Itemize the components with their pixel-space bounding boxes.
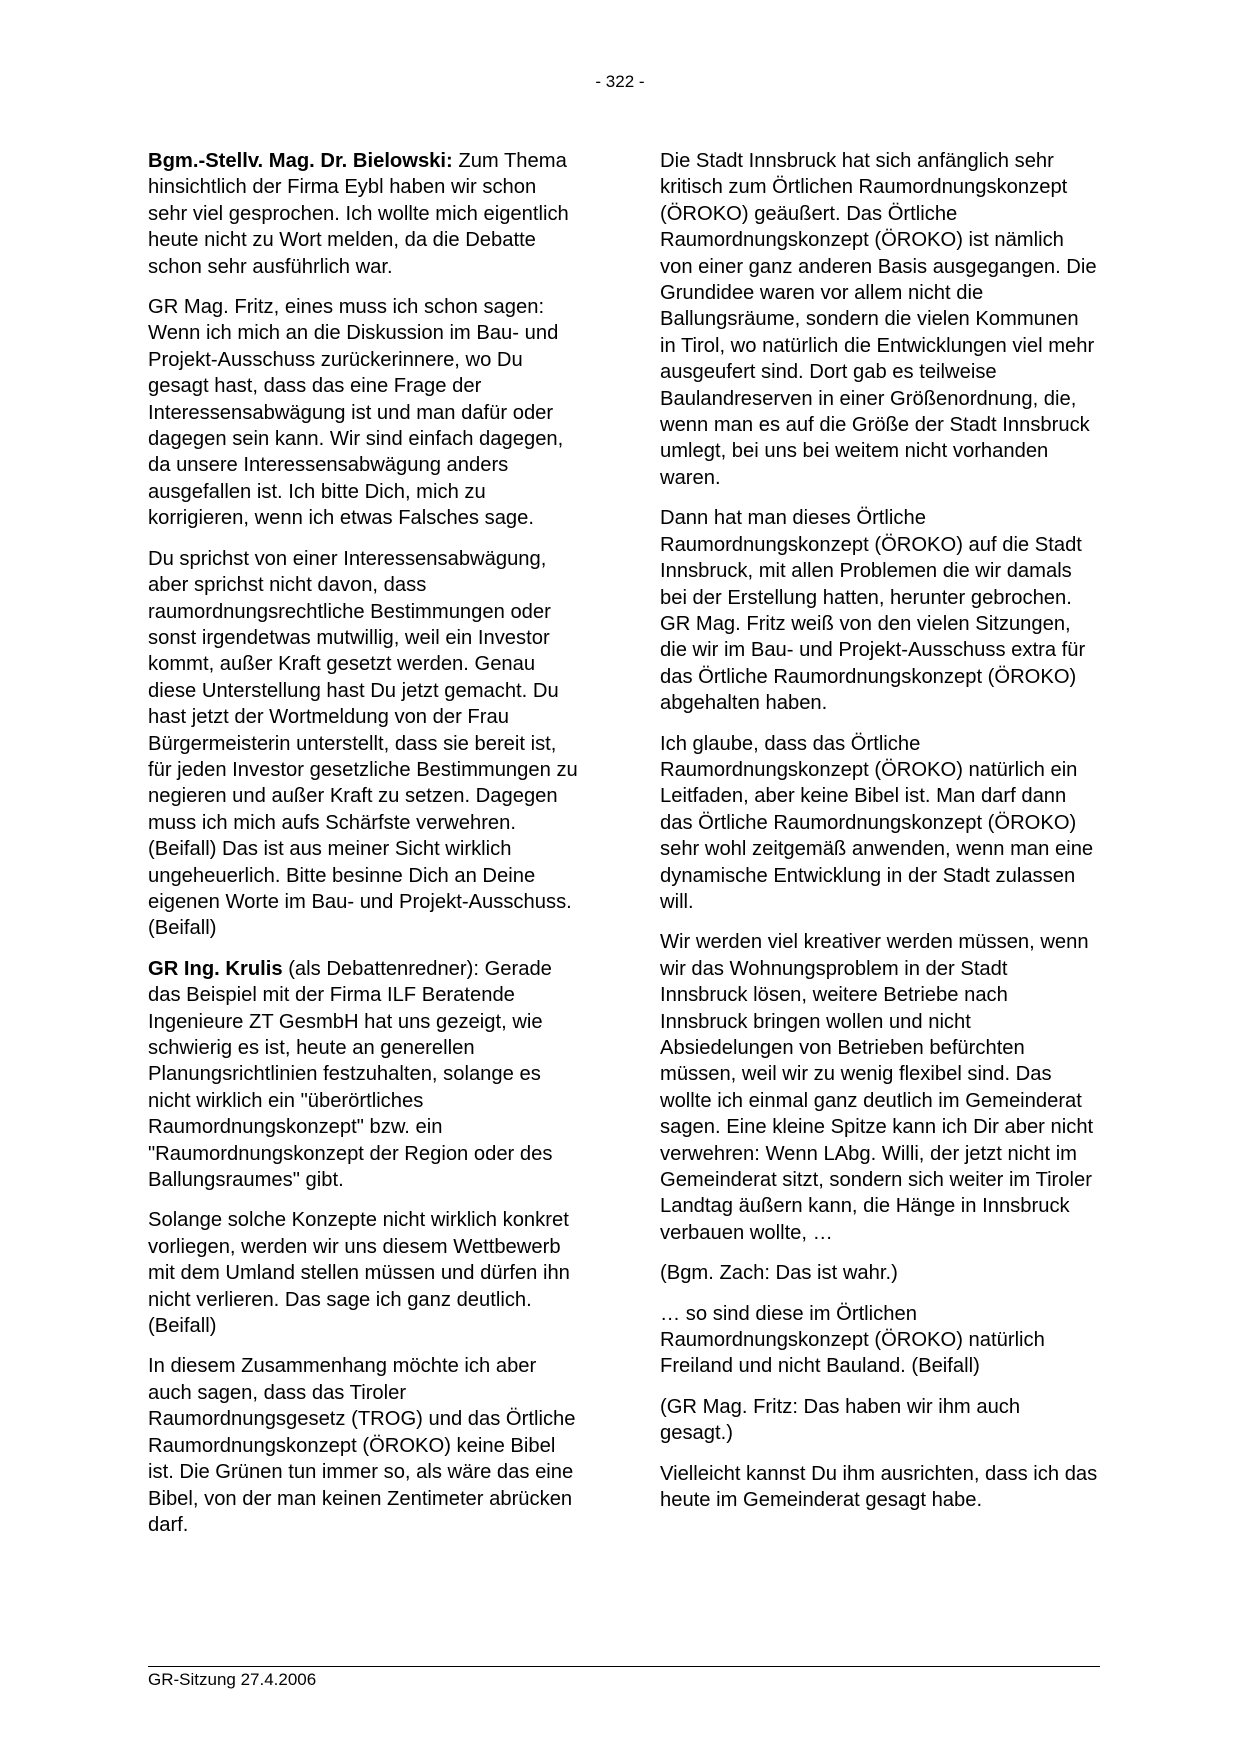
paragraph: … so sind diese im Örtlichen Raumordnungskonzept (ÖROKO) natürlich Freiland und nicht Bauland. (Beifall) bbox=[660, 1302, 1045, 1378]
footer-divider bbox=[148, 1666, 1100, 1667]
speech-text: Zum Thema hinsichtlich der Firma Eybl haben wir schon sehr viel gesprochen. Ich wollte mich eigentlich heute nicht zu Wort melden, da die Debatte schon sehr ausführlich war. bbox=[148, 150, 569, 278]
interjection: (Bgm. Zach: Das ist wahr.) bbox=[660, 1262, 898, 1285]
interjection: (GR Mag. Fritz: Das haben wir ihm auch gesagt.) bbox=[660, 1395, 1021, 1445]
paragraph-bielowski bbox=[148, 148, 580, 280]
speech-text: (als Debattenredner): Gerade das Beispiel mit der Firma ILF Beratende Ingenieure ZT GesmbH hat uns gezeigt, wie schwierig es ist, heute an generellen Planungsrichtlinien festzuhalten, solange es nicht wirklich ein "überörtliches Raumordnungskonzept" bzw. ein "Raumordnungskonzept der Region oder des Ballungsraumes" gibt. bbox=[148, 957, 553, 1192]
paragraph: Solange solche Konzepte nicht wirklich konkret vorliegen, werden wir uns diesem Wettbewerb mit dem Umland stellen müssen und dürfen ihn nicht verlieren. Das sage ich ganz deutlich. (Beifall) bbox=[148, 1209, 570, 1338]
speaker-name: GR Ing. Krulis bbox=[148, 957, 283, 980]
paragraph: Wir werden viel kreativer werden müssen, wenn wir das Wohnungsproblem in der Stadt Innsbruck lösen, weitere Betriebe nach Innsbruck bringen wollen und nicht Absiedelungen von Betrieben befürchten müssen, weil wir zu wenig flexibel sind. Das wollte ich einmal ganz deutlich im Gemeinderat sagen. Eine kleine Spitze kann ich Dir aber nicht verwehren: Wenn LAbg. Willi, der jetzt nicht im Gemeinderat sitzt, sondern sich weiter im Tiroler Landtag äußern kann, die Hänge in Innsbruck verbauen wollte, … bbox=[660, 931, 1094, 1244]
footer-session-label: GR-Sitzung 27.4.2006 bbox=[148, 1670, 317, 1689]
paragraph: Vielleicht kannst Du ihm ausrichten, dass ich das heute im Gemeinderat gesagt habe. bbox=[660, 1462, 1098, 1512]
paragraph: Du sprichst von einer Interessensabwägung, aber sprichst nicht davon, dass raumordnungsrechtliche Bestimmungen oder sonst irgendetwas mutwillig, weil ein Investor kommt, außer Kraft gesetzt werden. Genau diese Unterstellung hast Du jetzt gemacht. Du hast jetzt der Wortmeldung von der Frau Bürgermeisterin unterstellt, dass sie bereit ist, für jeden Investor gesetzliche Bestimmungen zu negieren und außer Kraft zu setzen. Dagegen muss ich mich aufs Schärfste verwehren. (Beifall) Das ist aus meiner Sicht wirklich ungeheuerlich. Bitte besinne Dich an Deine eigenen Worte im Bau- und Projekt-Ausschuss. (Beifall) bbox=[148, 547, 578, 940]
right-column bbox=[660, 148, 1098, 1528]
paragraph-krulis bbox=[148, 956, 580, 1194]
speaker-name: Bgm.-Stellv. Mag. Dr. Bielowski: bbox=[148, 150, 453, 172]
paragraph: Ich glaube, dass das Örtliche Raumordnungskonzept (ÖROKO) natürlich ein Leitfaden, aber keine Bibel ist. Man darf dann das Örtliche Raumordnungskonzept (ÖROKO) sehr wohl zeitgemäß anwenden, wenn man eine dynamische Entwicklung in der Stadt zulassen will. bbox=[660, 732, 1094, 913]
paragraph: In diesem Zusammenhang möchte ich aber auch sagen, dass das Tiroler Raumordnungsgesetz (TROG) und das Örtliche Raumordnungskonzept (ÖROKO) keine Bibel ist. Die Grünen tun immer so, als wäre das eine Bibel, von der man keinen Zentimeter abrücken darf. bbox=[148, 1355, 576, 1536]
page-number: - 322 - bbox=[595, 72, 645, 91]
left-column bbox=[148, 148, 580, 1552]
paragraph: Dann hat man dieses Örtliche Raumordnungskonzept (ÖROKO) auf die Stadt Innsbruck, mit allen Problemen die wir damals bei der Erstellung hatten, herunter gebrochen. GR Mag. Fritz weiß von den vielen Sitzungen, die wir im Bau- und Projekt-Ausschuss extra für das Örtliche Raumordnungskonzept (ÖROKO) abgehalten haben. bbox=[660, 507, 1086, 715]
paragraph: GR Mag. Fritz, eines muss ich schon sagen: Wenn ich mich an die Diskussion im Bau- und Projekt-Ausschuss zurückerinnere, wo Du gesagt hast, dass das eine Frage der Interessensabwägung ist und man dafür oder dagegen sein kann. Wir sind einfach dagegen, da unsere Interessensabwägung anders ausgefallen ist. Ich bitte Dich, mich zu korrigieren, wenn ich etwas Falsches sage. bbox=[148, 296, 564, 530]
paragraph: Die Stadt Innsbruck hat sich anfänglich sehr kritisch zum Örtlichen Raumordnungskonzept (ÖROKO) geäußert. Das Örtliche Raumordnungskonzept (ÖROKO) ist nämlich von einer ganz anderen Basis ausgegangen. Die Grundidee waren vor allem nicht die Ballungsräume, sondern die vielen Kommunen in Tirol, wo natürlich die Entwicklungen viel mehr ausgeufert sind. Dort gab es teilweise Baulandreserven in einer Größenordnung, die, wenn man es auf die Größe der Stadt Innsbruck umlegt, bei uns bei weitem nicht vorhanden waren. bbox=[660, 150, 1097, 489]
